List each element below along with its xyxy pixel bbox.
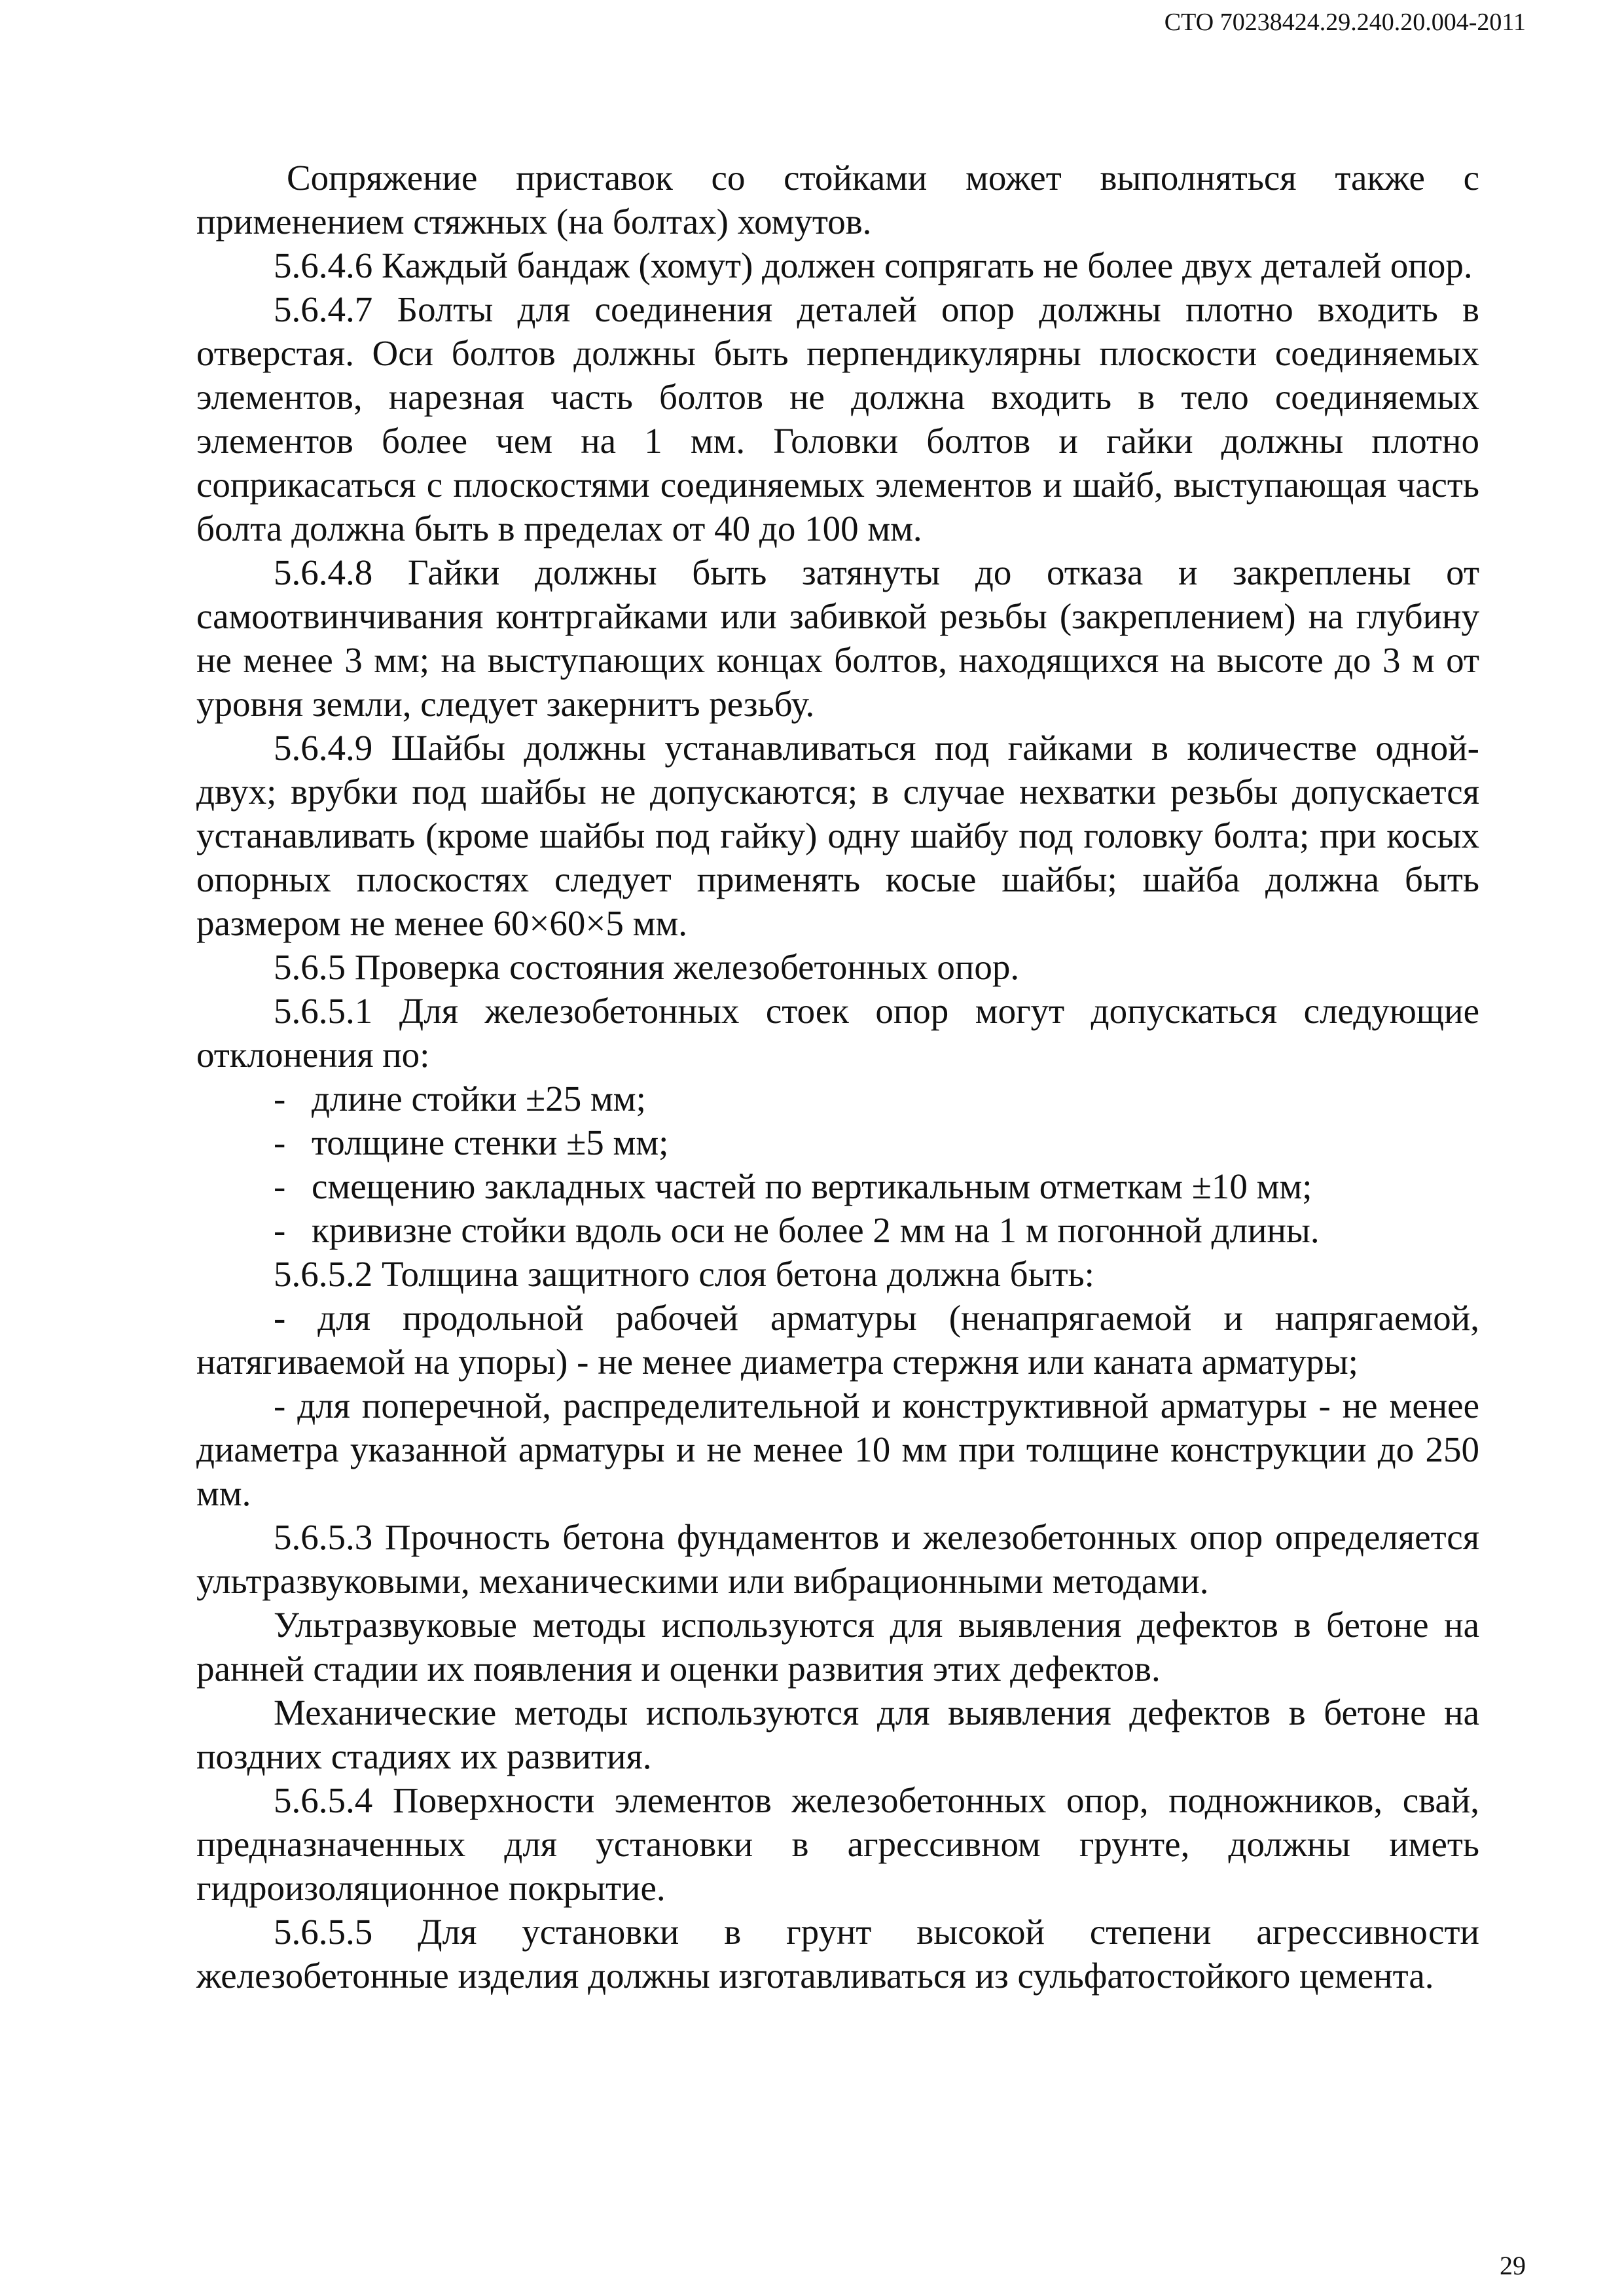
list-dash: - bbox=[274, 1079, 286, 1119]
paragraph-5-6-4-8: 5.6.4.8 Гайки должны быть затянуты до отказа и закреплены от самоотвинчивания контргайками или забивкой резьбы (закреплением) на глубину не менее 3 мм; на выступающих концах болтов, находящихся на высоте до 3 м от уровня земли, следует закернитъ резьбу. bbox=[196, 552, 1479, 724]
paragraph-5-6-5-4: 5.6.5.4 Поверхности элементов железобетонных опор, подножников, свай, предназначенных для установки в агрессивном грунте, должны иметь гидроизоляционное покрытие. bbox=[196, 1780, 1479, 1908]
paragraph-clamp-joints: Сопряжение приставок со стойками может выполняться также с применением стяжных (на болтах) хомутов. bbox=[196, 158, 1479, 242]
paragraph-longitudinal-reinforcement: - для продольной рабочей арматуры (ненапрягаемой и напрягаемой, натягиваемой на упоры) - не менее диаметра стержня или каната арматуры; bbox=[196, 1298, 1479, 1382]
list-dash: - bbox=[274, 1210, 286, 1250]
paragraph-ultrasonic-methods: Ультразвуковые методы используются для выявления дефектов в бетоне на ранней стадии их появления и оценки развития этих дефектов. bbox=[196, 1605, 1479, 1689]
list-item-text: толщине стенки ±5 мм; bbox=[312, 1122, 669, 1162]
paragraph-5-6-5-2: 5.6.5.2 Толщина защитного слоя бетона должна быть: bbox=[274, 1254, 1094, 1294]
paragraph-5-6-5-3: 5.6.5.3 Прочность бетона фундаментов и железобетонных опор определяется ультразвуковыми, механическими или вибрационными методами. bbox=[196, 1517, 1479, 1601]
paragraph-5-6-5-5: 5.6.5.5 Для установки в грунт высокой степени агрессивности железобетонные изделия должны изготавливаться из сульфатостойкого цемента. bbox=[196, 1912, 1479, 1996]
paragraph-5-6-4-6: 5.6.4.6 Каждый бандаж (хомут) должен сопрягать не более двух деталей опор. bbox=[274, 245, 1473, 285]
paragraph-5-6-4-7: 5.6.4.7 Болты для соединения деталей опор должны плотно входить в отверстая. Оси болтов должны быть перпендикулярны плоскости соединяемых элементов, нарезная часть болтов не должна входить в тело соединяемых элементов более чем на 1 мм. Головки болтов и гайки должны плотно соприкасаться с плоскостями соединяемых элементов и шайб, выступающая часть болта должна быть в пределах от 40 до 100 мм. bbox=[196, 289, 1479, 548]
document-code: СТО 70238424.29.240.20.004-2011 bbox=[1164, 9, 1526, 36]
list-dash: - bbox=[274, 1122, 286, 1162]
list-dash: - bbox=[274, 1166, 286, 1206]
paragraph-5-6-5-1: 5.6.5.1 Для железобетонных стоек опор могут допускаться следующие отклонения по: bbox=[196, 991, 1479, 1075]
list-item bbox=[196, 1121, 1479, 1164]
section-heading-5-6-5: 5.6.5 Проверка состояния железобетонных опор. bbox=[274, 947, 1020, 987]
paragraph-5-6-4-9: 5.6.4.9 Шайбы должны устанавливаться под гайками в количестве одной-двух; врубки под шайбы не допускаются; в случае нехватки резьбы допускается устанавливать (кроме шайбы под гайку) одну шайбу под головку болта; при косых опорных плоскостях следует применять косые шайбы; шайба должна быть размером не менее 60×60×5 мм. bbox=[196, 728, 1479, 943]
list-item-text: длине стойки ±25 мм; bbox=[312, 1079, 646, 1119]
list-item bbox=[196, 1164, 1479, 1208]
list-item-text: кривизне стойки вдоль оси не более 2 мм на 1 м погонной длины. bbox=[312, 1210, 1320, 1250]
page-number: 29 bbox=[1500, 2251, 1526, 2280]
page-body bbox=[196, 156, 1479, 1998]
paragraph-mechanical-methods: Механические методы используются для выявления дефектов в бетоне на поздних стадиях их развития. bbox=[196, 1693, 1479, 1776]
list-item-text: смещению закладных частей по вертикальным отметкам ±10 мм; bbox=[312, 1166, 1312, 1206]
list-item bbox=[196, 1077, 1479, 1121]
list-item bbox=[196, 1208, 1479, 1252]
paragraph-transverse-reinforcement: - для поперечной, распределительной и конструктивной арматуры - не менее диаметра указанной арматуры и не менее 10 мм при толщине конструкции до 250 мм. bbox=[196, 1386, 1479, 1513]
